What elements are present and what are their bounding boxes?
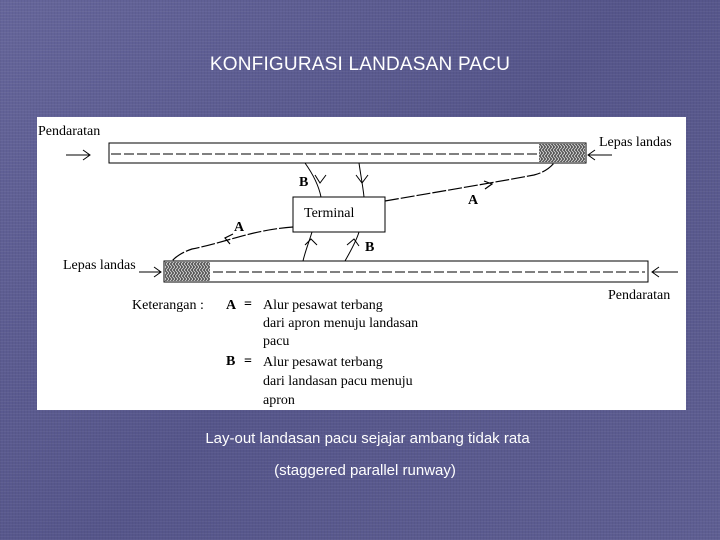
- runway-diagram: [37, 117, 686, 410]
- legend-a-key: A: [226, 298, 237, 313]
- legend-heading: Keterangan :: [132, 298, 204, 313]
- legend-a-equals: =: [244, 297, 252, 312]
- legend-b-line2: dari landasan pacu menuju: [263, 374, 413, 389]
- path-b-bottom: [303, 232, 359, 261]
- top-landing-arrow: [66, 150, 90, 160]
- legend: [132, 297, 418, 408]
- bottom-landing-arrow: [652, 267, 678, 277]
- terminal-label: Terminal: [304, 206, 355, 221]
- legend-a-line1: Alur pesawat terbang: [263, 298, 383, 313]
- bottom-runway: [164, 261, 648, 282]
- bottom-runway-right-label: Pendaratan: [608, 288, 671, 303]
- top-takeoff-arrow: [588, 150, 612, 160]
- legend-a-line2: dari apron menuju landasan: [263, 316, 419, 331]
- top-runway-left-label: Pendaratan: [38, 124, 101, 139]
- bottom-takeoff-arrow: [139, 267, 161, 277]
- marker-a-left: A: [234, 220, 245, 235]
- caption-line-1: Lay-out landasan pacu sejajar ambang tidak rata: [205, 430, 530, 447]
- legend-a-line3: pacu: [263, 334, 290, 349]
- legend-b-line3: apron: [263, 393, 295, 408]
- path-b-top: [305, 163, 368, 197]
- legend-b-key: B: [226, 354, 236, 369]
- top-runway-threshold: [539, 144, 585, 162]
- slide-title: KONFIGURASI LANDASAN PACU: [209, 54, 511, 75]
- bottom-runway-left-label: Lepas landas: [63, 258, 136, 273]
- top-runway: [109, 143, 586, 163]
- legend-b-equals: =: [244, 354, 252, 369]
- runway-diagram-svg: [37, 117, 686, 410]
- bottom-runway-threshold: [165, 262, 210, 281]
- marker-b-bottom: B: [365, 240, 375, 255]
- marker-a-right: A: [468, 193, 479, 208]
- caption-line-2: (staggered parallel runway): [274, 462, 456, 479]
- legend-b-line1: Alur pesawat terbang: [263, 355, 383, 370]
- top-runway-right-label: Lepas landas: [599, 135, 672, 150]
- marker-b-top: B: [299, 175, 309, 190]
